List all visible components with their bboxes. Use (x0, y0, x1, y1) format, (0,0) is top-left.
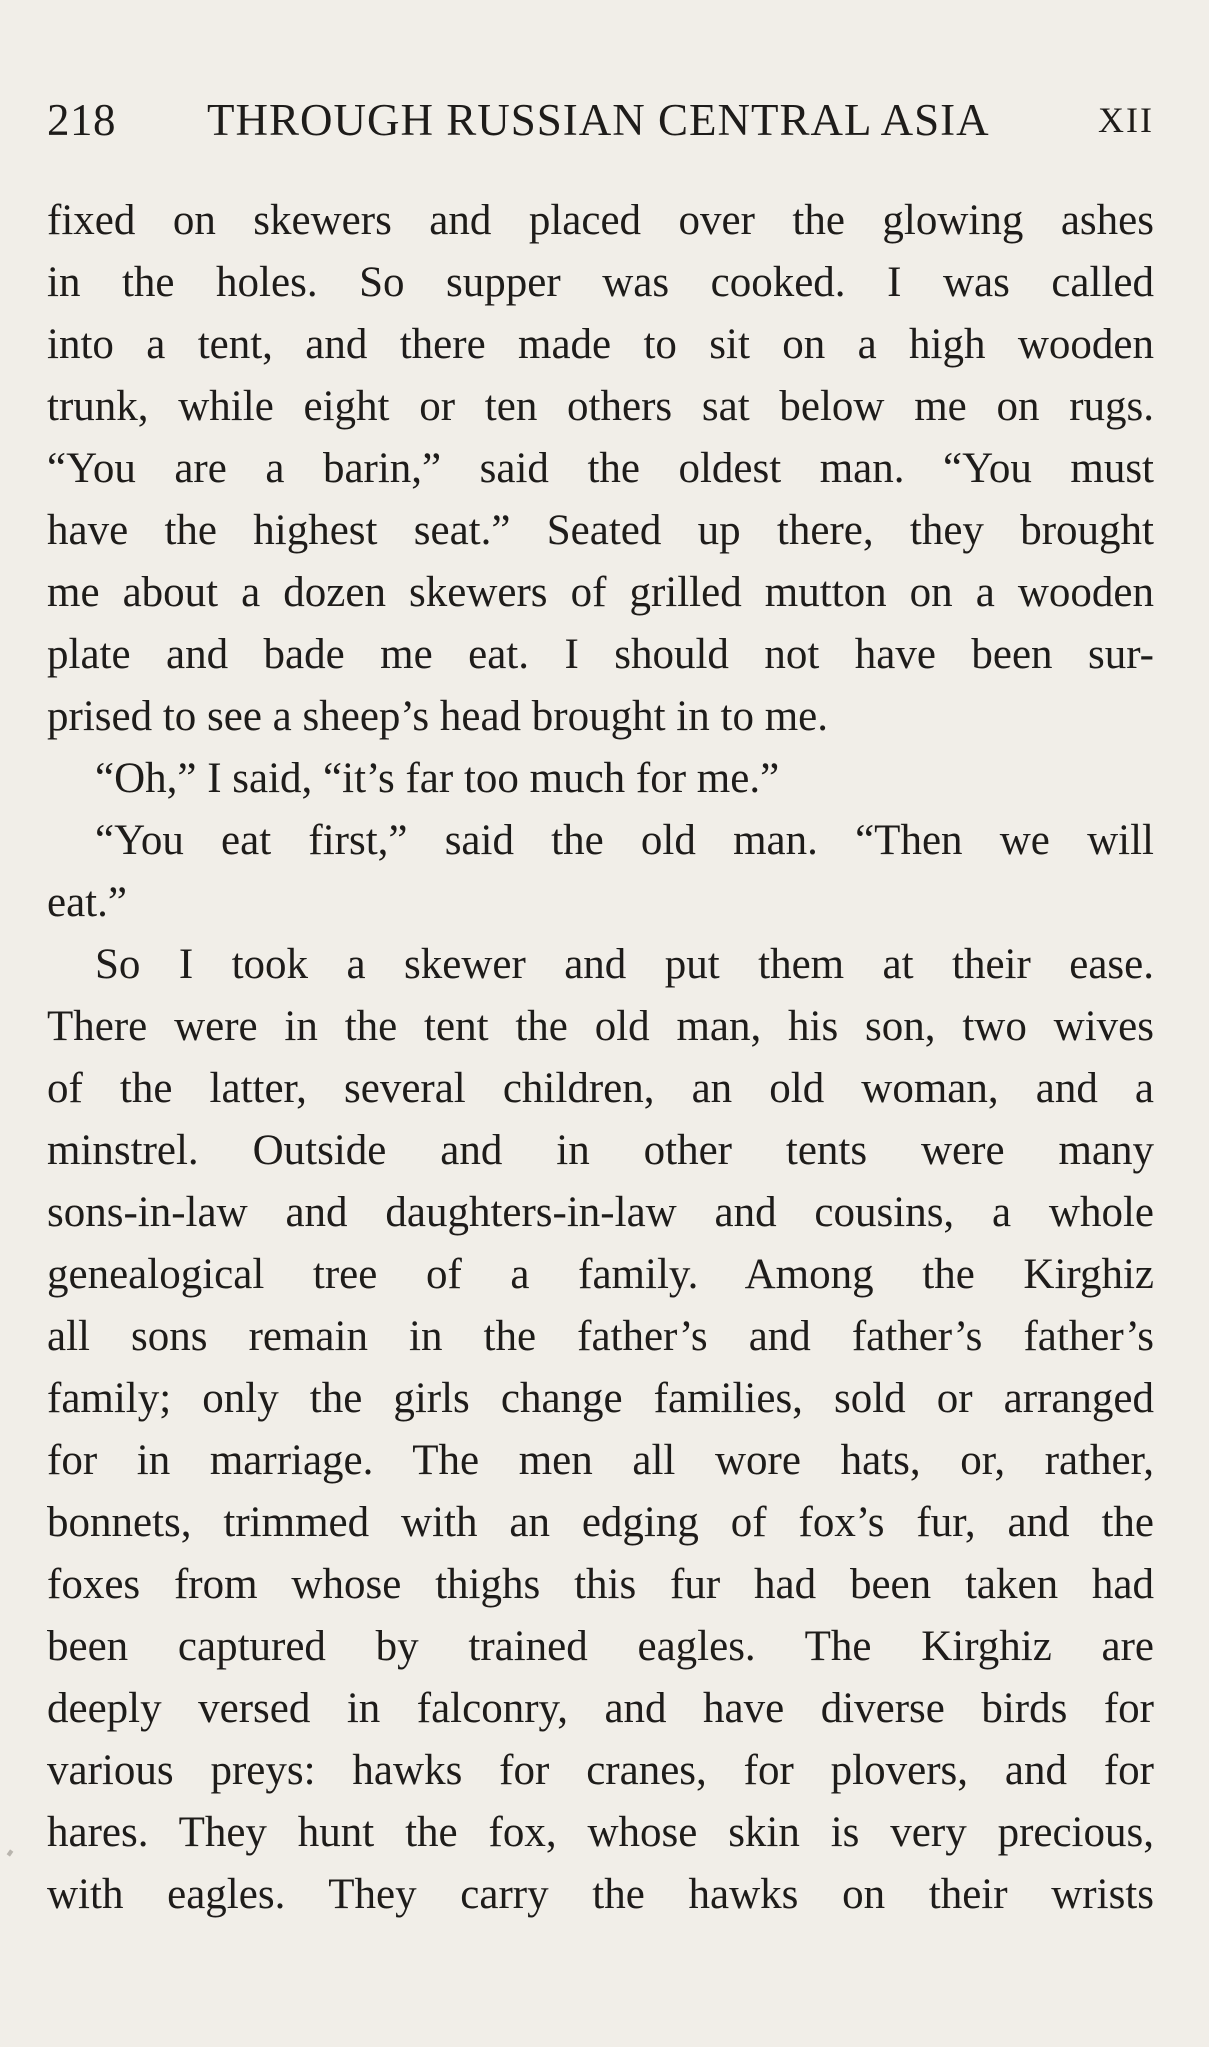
text-line: fixed on skewers and placed over the glowing ashes (47, 197, 1154, 244)
text-line: deeply versed in falconry, and have diverse birds for (47, 1685, 1154, 1732)
paper-speck (7, 1849, 14, 1856)
text-line: hares. They hunt the fox, whose skin is very precious, (47, 1809, 1154, 1856)
text-line: been captured by trained eagles. The Kirghiz are (47, 1623, 1154, 1670)
text-line: me about a dozen skewers of grilled mutton on a wooden (47, 569, 1154, 616)
text-line: have the highest seat.” Seated up there, they brought (47, 507, 1154, 554)
book-title: THROUGH RUSSIAN CENTRAL ASIA (207, 95, 990, 145)
text-line: of the latter, several children, an old woman, and a (47, 1065, 1154, 1112)
page-number: 218 (47, 95, 116, 145)
text-line: “You are a barin,” said the oldest man. “You must (47, 445, 1154, 492)
text-line: So I took a skewer and put them at their ease. (95, 941, 1154, 988)
text-line: for in marriage. The men all wore hats, or, rather, (47, 1437, 1154, 1484)
text-line: eat.” (47, 879, 127, 926)
text-line: in the holes. So supper was cooked. I was called (47, 259, 1154, 306)
text-line: minstrel. Outside and in other tents were many (47, 1127, 1154, 1174)
text-line: foxes from whose thighs this fur had been taken had (47, 1561, 1154, 1608)
text-line: various preys: hawks for cranes, for plovers, and for (47, 1747, 1154, 1794)
text-line: “You eat first,” said the old man. “Then we will (95, 817, 1154, 864)
text-line: family; only the girls change families, sold or arranged (47, 1375, 1154, 1422)
text-line: all sons remain in the father’s and father’s father’s (47, 1313, 1154, 1360)
text-line: bonnets, trimmed with an edging of fox’s fur, and the (47, 1499, 1154, 1546)
text-line: sons-in-law and daughters-in-law and cousins, a whole (47, 1189, 1154, 1236)
text-line: prised to see a sheep’s head brought in to me. (47, 693, 828, 740)
text-line: into a tent, and there made to sit on a high wooden (47, 321, 1154, 368)
text-line: plate and bade me eat. I should not have been sur- (47, 631, 1154, 678)
text-line: genealogical tree of a family. Among the Kirghiz (47, 1251, 1154, 1298)
text-line: “Oh,” I said, “it’s far too much for me.” (95, 755, 780, 802)
text-line: trunk, while eight or ten others sat below me on rugs. (47, 383, 1154, 430)
text-line: with eagles. They carry the hawks on their wrists (47, 1871, 1154, 1918)
running-head (47, 92, 1154, 148)
chapter-number: XII (1098, 100, 1154, 140)
body-text (47, 190, 1154, 1926)
text-line: There were in the tent the old man, his son, two wives (47, 1003, 1154, 1050)
